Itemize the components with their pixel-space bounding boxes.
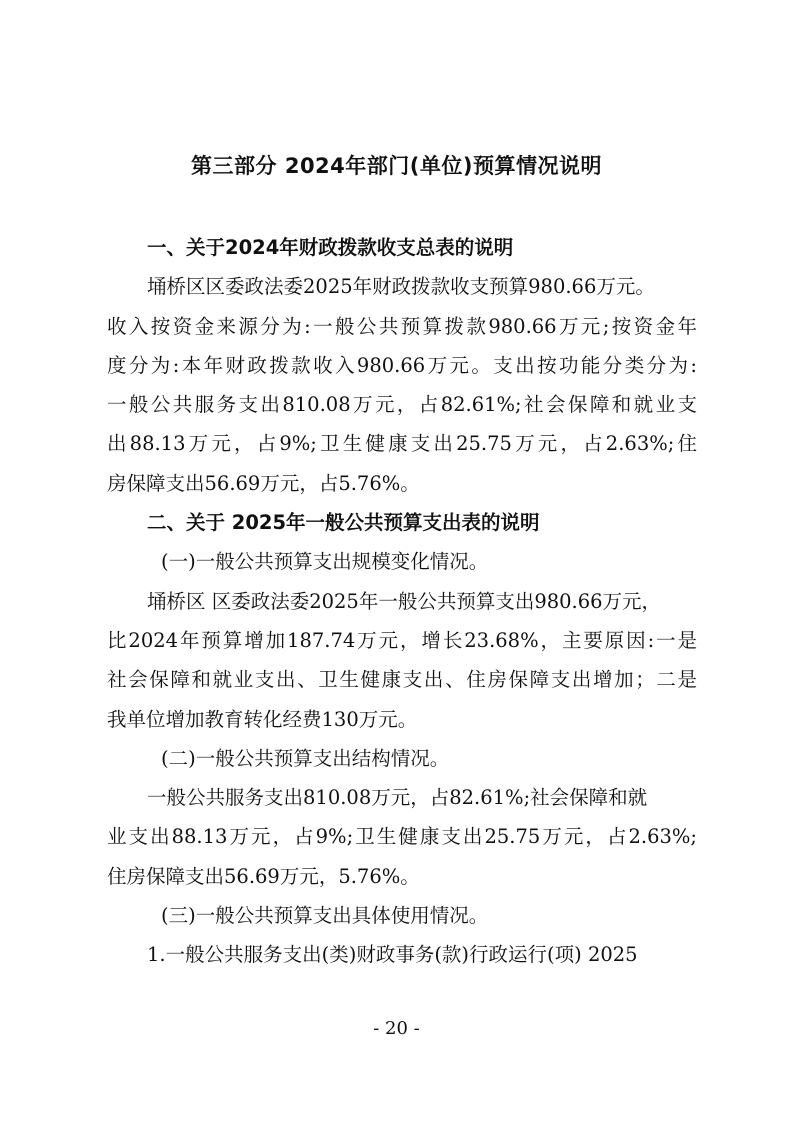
paragraph-line: 我单位增加教育转化经费130万元。 bbox=[107, 707, 418, 731]
paragraph-line: 收入按资金来源分为:一般公共预算拨款980.66万元;按资金年 bbox=[107, 314, 697, 338]
section-heading-2: 二、关于 2025年一般公共预算支出表的说明 bbox=[147, 511, 540, 535]
paragraph-line: 社会保障和就业支出、卫生健康支出、住房保障支出增加；二是 bbox=[107, 668, 697, 692]
paragraph-line: 房保障支出56.69万元，占5.76%。 bbox=[107, 471, 420, 495]
paragraph-line: 1.一般公共服务支出(类)财政事务(款)行政运行(项) 2025 bbox=[147, 943, 638, 967]
section-heading-1: 一、关于2024年财政拨款收支总表的说明 bbox=[147, 236, 514, 259]
document-body bbox=[107, 228, 697, 975]
paragraph-line: 住房保障支出56.69万元，5.76%。 bbox=[107, 864, 420, 888]
subsection-heading: (三)一般公共预算支出具体使用情况。 bbox=[161, 904, 489, 928]
paragraph-line: 埇桥区区委政法委2025年财政拨款收支预算980.66万元。 bbox=[147, 275, 655, 299]
paragraph-line: 一般公共服务支出810.08万元，占82.61%;社会保障和就业支 bbox=[107, 393, 697, 417]
page-number: - 20 - bbox=[373, 1018, 420, 1039]
paragraph-line: 度分为:本年财政拨款收入980.66万元。支出按功能分类分为: bbox=[107, 353, 697, 377]
paragraph-line: 比2024年预算增加187.74万元，增长23.68%，主要原因:一是 bbox=[107, 628, 697, 652]
subsection-heading: (一)一般公共预算支出规模变化情况。 bbox=[161, 550, 489, 574]
paragraph-line: 埇桥区 区委政法委2025年一般公共预算支出980.66万元， bbox=[147, 589, 662, 613]
paragraph-line: 一般公共服务支出810.08万元，占82.61%;社会保障和就 bbox=[147, 786, 648, 810]
document-title: 第三部分 2024年部门(单位)预算情况说明 bbox=[191, 154, 602, 178]
paragraph-line: 业支出88.13万元，占9%;卫生健康支出25.75万元，占2.63%; bbox=[107, 825, 697, 849]
paragraph-line: 出88.13万元，占9%;卫生健康支出25.75万元，占2.63%;住 bbox=[107, 432, 697, 456]
subsection-heading: (二)一般公共预算支出结构情况。 bbox=[161, 746, 450, 770]
